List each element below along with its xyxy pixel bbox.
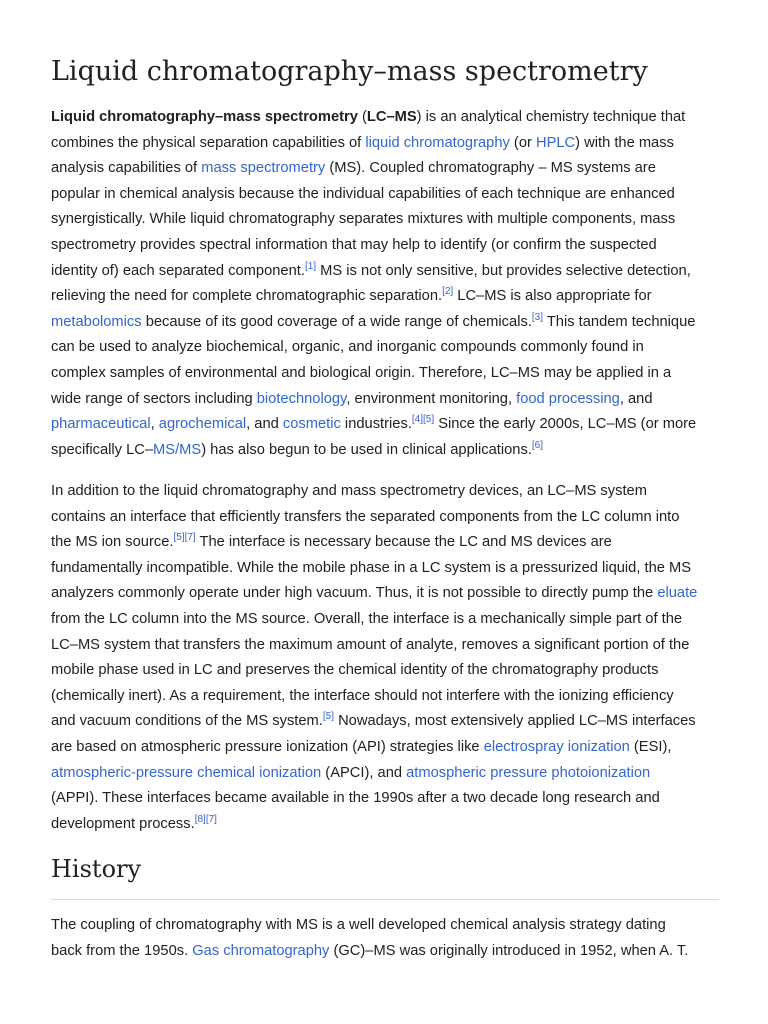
citation-ref[interactable]: [3] — [531, 311, 544, 323]
article-link[interactable]: HPLC — [535, 134, 576, 151]
text-run: identity of) each separated component. — [51, 262, 305, 279]
text-line — [51, 788, 660, 808]
text-line — [51, 583, 697, 603]
text-line — [51, 209, 675, 229]
text-line — [51, 440, 543, 460]
citation-ref[interactable]: [6] — [531, 439, 544, 451]
text-line — [51, 507, 679, 527]
text-run: ( — [357, 109, 367, 125]
citation-ref[interactable]: [5][7] — [173, 532, 196, 544]
text-run: In addition to the liquid chromatography and mass spectrometry devices, an LC–MS system — [51, 483, 647, 499]
text-line — [51, 261, 691, 281]
section-heading-history: History — [51, 855, 142, 883]
text-run: wide range of sectors including — [51, 390, 257, 407]
article-link[interactable]: cosmetic — [282, 416, 341, 433]
text-run: industries. — [340, 416, 412, 433]
page-title: Liquid chromatography–mass spectrometry — [51, 56, 648, 87]
text-run: can be used to analyze biochemical, organic, and inorganic compounds commonly found in — [51, 339, 644, 356]
article-link[interactable]: biotechnology — [256, 390, 347, 407]
text-line — [51, 686, 674, 706]
text-run: analyzers commonly operate under high vacuum. Thus, it is not possible to directly pump the — [51, 585, 658, 602]
text-run: relieving the need for complete chromatographic separation. — [51, 288, 443, 305]
text-run: ) with the mass — [575, 134, 674, 151]
text-run: The coupling of chromatography with MS is a well developed chemical analysis strategy dating — [51, 917, 666, 933]
text-run: fundamentally incompatible. While the mobile phase in a LC system is a pressurized liquid, the MS — [51, 559, 692, 576]
text-line — [51, 158, 656, 178]
text-line — [51, 389, 653, 409]
citation-ref[interactable]: [8][7] — [194, 813, 217, 825]
text-line — [51, 286, 652, 306]
article-link[interactable]: atmospheric pressure photoionization — [406, 764, 651, 781]
text-run: mobile phase used in LC and preserves the chemical identity of the chromatography products — [51, 662, 659, 679]
text-run: (or — [509, 134, 536, 151]
text-run: , and — [619, 390, 653, 407]
text-run: complex samples of environmental and biological origin. Therefore, LC–MS may be applied in a — [51, 365, 672, 381]
article-link[interactable]: metabolomics — [51, 313, 142, 330]
text-run: (APCI), and — [321, 764, 407, 781]
text-run: This tandem technique — [543, 313, 696, 330]
text-run: and vacuum conditions of the MS system. — [51, 713, 323, 730]
text-line — [51, 814, 217, 834]
article-link[interactable]: electrospray ionization — [483, 739, 630, 755]
text-run: synergistically. While liquid chromatography separates mixtures with multiple components, mass — [51, 211, 676, 228]
text-run: The interface is necessary because the LC and MS devices are — [195, 534, 612, 551]
text-line — [51, 184, 675, 204]
article-link[interactable]: atmospheric-pressure chemical ionization — [51, 764, 322, 781]
text-run: analysis capabilities of — [51, 160, 202, 177]
text-line — [51, 737, 671, 757]
citation-ref[interactable]: [4][5] — [411, 414, 435, 426]
text-line — [51, 558, 691, 578]
text-line — [51, 414, 696, 434]
text-run: LC–MS is also appropriate for — [453, 288, 652, 305]
text-run: from the LC column into the MS source. Overall, the interface is a mechanically simple part of the — [51, 611, 683, 627]
text-line — [51, 915, 666, 935]
text-line — [51, 337, 644, 357]
text-run: development process. — [51, 815, 195, 832]
text-run: (MS). Coupled chromatography – MS systems are — [325, 160, 656, 177]
bold-term: LC–MS — [366, 109, 417, 125]
text-line — [51, 481, 647, 501]
text-run: LC–MS system that transfers the maximum amount of analyte, removes a significant portion of the — [51, 636, 690, 653]
text-line — [51, 235, 657, 255]
text-run: MS is not only sensitive, but provides selective detection, — [316, 262, 691, 279]
citation-ref[interactable]: [5] — [322, 711, 334, 723]
text-run: (GC)–MS was originally introduced in 1952, when A. T. — [329, 942, 689, 959]
text-run: specifically LC– — [51, 441, 154, 458]
citation-ref[interactable]: [1] — [304, 260, 317, 272]
text-line — [51, 763, 650, 783]
text-run: the MS ion source. — [51, 534, 174, 551]
text-run: ) is an analytical chemistry technique that — [416, 109, 686, 125]
text-run: back from the 1950s. — [51, 942, 193, 959]
citation-ref[interactable]: [2] — [442, 286, 454, 298]
article-link[interactable]: pharmaceutical — [51, 416, 151, 433]
text-line — [51, 133, 674, 153]
text-line — [51, 312, 695, 332]
text-line — [51, 107, 685, 127]
text-run: (APPI). These interfaces became available in the 1990s after a two decade long research and — [51, 790, 660, 807]
text-run: (ESI), — [629, 739, 672, 755]
article-link[interactable]: mass spectrometry — [201, 160, 326, 177]
text-run: popular in chemical analysis because the individual capabilities of each technique are enhanced — [51, 185, 675, 202]
text-line — [51, 635, 689, 655]
article-link[interactable]: agrochemical — [158, 416, 247, 433]
article-link[interactable]: food processing — [516, 390, 620, 407]
text-line — [51, 660, 658, 680]
text-run: spectrometry provides spectral information that may help to identify (or confirm the suspected — [51, 237, 657, 253]
text-line — [51, 711, 696, 731]
text-line — [51, 363, 671, 383]
text-run: because of its good coverage of a wide range of chemicals. — [141, 313, 532, 330]
section-divider — [51, 899, 719, 900]
text-run: , environment monitoring, — [346, 390, 517, 407]
text-run: Since the early 2000s, LC–MS (or more — [434, 416, 697, 433]
text-run: Nowadays, most extensively applied LC–MS interfaces — [333, 713, 696, 730]
text-run: (chemically inert). As a requirement, the interface should not interfere with the ionizing efficiency — [51, 687, 674, 704]
text-line — [51, 532, 612, 552]
article-link[interactable]: MS/MS — [153, 441, 202, 458]
text-line — [51, 609, 682, 629]
text-run: contains an interface that efficiently transfers the separated components from the LC column into — [51, 508, 680, 525]
text-run: are based on atmospheric pressure ionization (API) strategies like — [51, 739, 484, 755]
bold-term: Liquid chromatography–mass spectrometry — [51, 109, 358, 125]
article-link[interactable]: liquid chromatography — [365, 134, 510, 151]
text-run: , — [150, 416, 159, 433]
text-run: combines the physical separation capabilities of — [51, 134, 366, 151]
article-link[interactable]: Gas chromatography — [192, 942, 330, 959]
text-run: , and — [246, 416, 283, 433]
article-link[interactable]: eluate — [657, 585, 698, 602]
text-run: ) has also begun to be used in clinical applications. — [201, 441, 532, 458]
text-line — [51, 941, 688, 961]
